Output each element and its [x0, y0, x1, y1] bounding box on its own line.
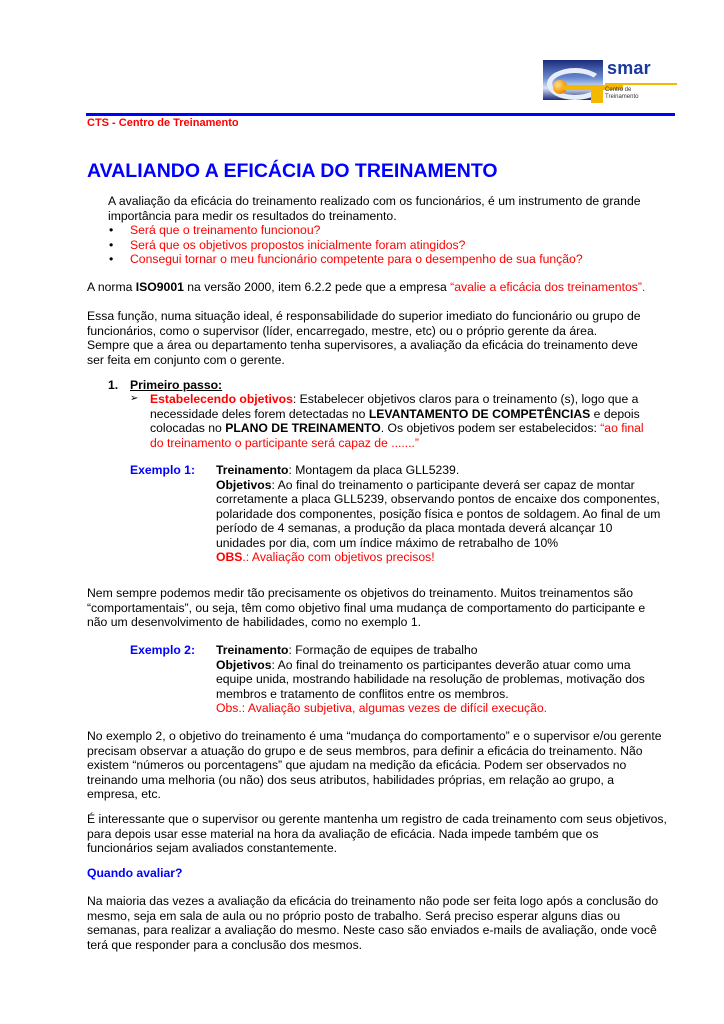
intro-section — [108, 194, 653, 267]
when-paragraph: Na maioria das vezes a avaliação da eficácia do treinamento não pode ser feita logo após a conclusão do mesmo, seja em sala de aula ou no próprio posto de trabalho. Será preciso esperar alguns dias ou semanas, para realizar a avaliação do mesmo. Neste caso são enviados e-mails de avaliação, onde você terá que responder para a conclusão dos mesmos. — [87, 894, 659, 952]
iso-norm: ISO9001 — [135, 280, 184, 294]
step-1-text — [150, 392, 660, 450]
list-item: • Consegui tornar o meu funcionário competente para o desempenho de sua função? — [108, 252, 653, 267]
step-1-heading — [108, 378, 223, 393]
example-2-objectives — [216, 658, 656, 702]
training-value: : Formação de equipes de trabalho — [288, 643, 478, 657]
behavioral-paragraph: Nem sempre podemos medir tão precisamente os objetivos do treinamento. Muitos treinamentos são “comportamentais”, ou seja, têm como objetivo final uma mudança de comportamento do participante e não um desenvolvimento de habilidades, como no exemplo 1. — [87, 586, 646, 629]
logo-brand-text: smar — [607, 58, 651, 78]
step-quote: “ao final do treinamento o participante será capaz de .......” — [150, 421, 644, 450]
step-bold-2: PLANO DE TREINAMENTO — [225, 421, 381, 435]
objectives-label: Objetivos — [216, 477, 272, 492]
training-value: : Montagem da placa GLL5239. — [288, 463, 460, 477]
example-2-obs: Obs.: Avaliação subjetiva, algumas vezes de difícil execução. — [216, 701, 548, 715]
training-label: Treinamento — [216, 463, 289, 477]
header-rule — [86, 113, 675, 116]
iso-middle: na versão 2000, item 6.2.2 pede que a empresa — [183, 280, 451, 294]
intro-paragraph: A avaliação da eficácia do treinamento realizado com os funcionários, é um instrumento de grande importância para medir os resultados do treinamento. — [108, 194, 641, 223]
company-logo — [543, 58, 677, 103]
example-1-label: Exemplo 1: — [130, 463, 196, 477]
page-title: AVALIANDO A EFICÁCIA DO TREINAMENTO — [87, 160, 498, 182]
example-2-training — [216, 643, 656, 658]
step-number: 1. — [108, 378, 119, 392]
responsibility-section — [87, 309, 655, 367]
step-text-1: : Estabelecer objetivos claros para o treinamento (s), logo que a necessidade deles forem detectadas no — [150, 392, 639, 421]
example-2-discussion-paragraph: No exemplo 2, o objetivo do treinamento é uma “mudança do comportamento” e o supervisor e/ou gerente precisam observar a atuação do grupo e de seus membros, para definir a eficácia do treinamento. Não existem “números ou porcentagens” que ajudam na medição da eficácia. Podem ser observados no treinando uma melhoria (ou não) dos seus atributos, habilidades próprias, em relação ao grupo, a empresa, etc. — [87, 729, 662, 801]
example-2-body — [216, 643, 656, 716]
logo-subtitle-line2: Treinamento — [605, 94, 639, 100]
logo-subtitle-line1: Centro de — [605, 87, 632, 93]
obs-value: .: Avaliação com objetivos precisos! — [242, 550, 435, 564]
iso-paragraph — [87, 280, 662, 295]
training-label: Treinamento — [216, 643, 289, 657]
intro-bullet-list — [108, 223, 653, 267]
step-bold-1: LEVANTAMENTO DE COMPETÊNCIAS — [368, 406, 591, 421]
obs-label: OBS — [216, 550, 243, 564]
list-item: • Será que os objetivos propostos inicialmente foram atingidos? — [108, 238, 653, 253]
logo-divider — [605, 83, 677, 85]
responsibility-paragraph-1: Essa função, numa situação ideal, é responsabilidade do superior imediato do funcionário ou grupo de funcionários, como o supervisor (líder, encarregado, mestre, etc) ou o próprio gerente da área. — [87, 309, 641, 338]
example-1-training — [216, 463, 661, 478]
iso-quote: “avalie a eficácia dos treinamentos”. — [450, 280, 646, 294]
step-label: Primeiro passo: — [130, 378, 223, 392]
section-heading-when: Quando avaliar? — [87, 866, 183, 880]
objectives-value: : Ao final do treinamento o participante deverá ser capaz de montar corretamente a placa GLL5239, observando pontos de encaixe dos componentes, polaridade dos componentes, posição física e pontos de soldagem. Ao final de um período de 4 semanas, a produção da placa montada deverá alcançar 10 unidades por dia, com um índice máximo de retrabalho de 10% — [216, 477, 661, 550]
step-lead: Estabelecendo objetivos — [150, 392, 293, 406]
step-1-item — [130, 392, 660, 450]
example-1-body — [216, 463, 661, 565]
objectives-value: : Ao final do treinamento os participantes deverão atuar como uma equipe unida, mostrando habilidade na resolução de problemas, motivação dos membros e tratamento de conflitos entre os membros. — [216, 657, 645, 701]
step-text-3: . Os objetivos podem ser estabelecidos: — [380, 421, 601, 435]
records-paragraph: É interessante que o supervisor ou gerente mantenha um registro de cada treinamento com seus objetivos, para depois usar esse material na hora da avaliação de eficácia. Nada impede também que os funcionários sejam avaliados constantemente. — [87, 812, 667, 855]
iso-prefix: A norma — [87, 280, 136, 294]
step-text-2: e depois colocadas no — [150, 406, 640, 435]
document-header-label: CTS - Centro de Treinamento — [87, 117, 239, 129]
logo-t-stem — [591, 85, 603, 103]
example-2-label: Exemplo 2: — [130, 643, 196, 657]
responsibility-paragraph-2: Sempre que a área ou departamento tenha supervisores, a avaliação da eficácia do treinamento deve ser feita em conjunto com o gerente. — [87, 338, 638, 367]
logo-subtitle — [605, 87, 638, 101]
objectives-label: Objetivos — [216, 657, 272, 672]
arrow-bullet-icon: ➢ — [130, 393, 139, 404]
example-1-objectives — [216, 478, 661, 551]
example-1-obs — [216, 550, 661, 565]
list-item: • Será que o treinamento funcionou? — [108, 223, 653, 238]
